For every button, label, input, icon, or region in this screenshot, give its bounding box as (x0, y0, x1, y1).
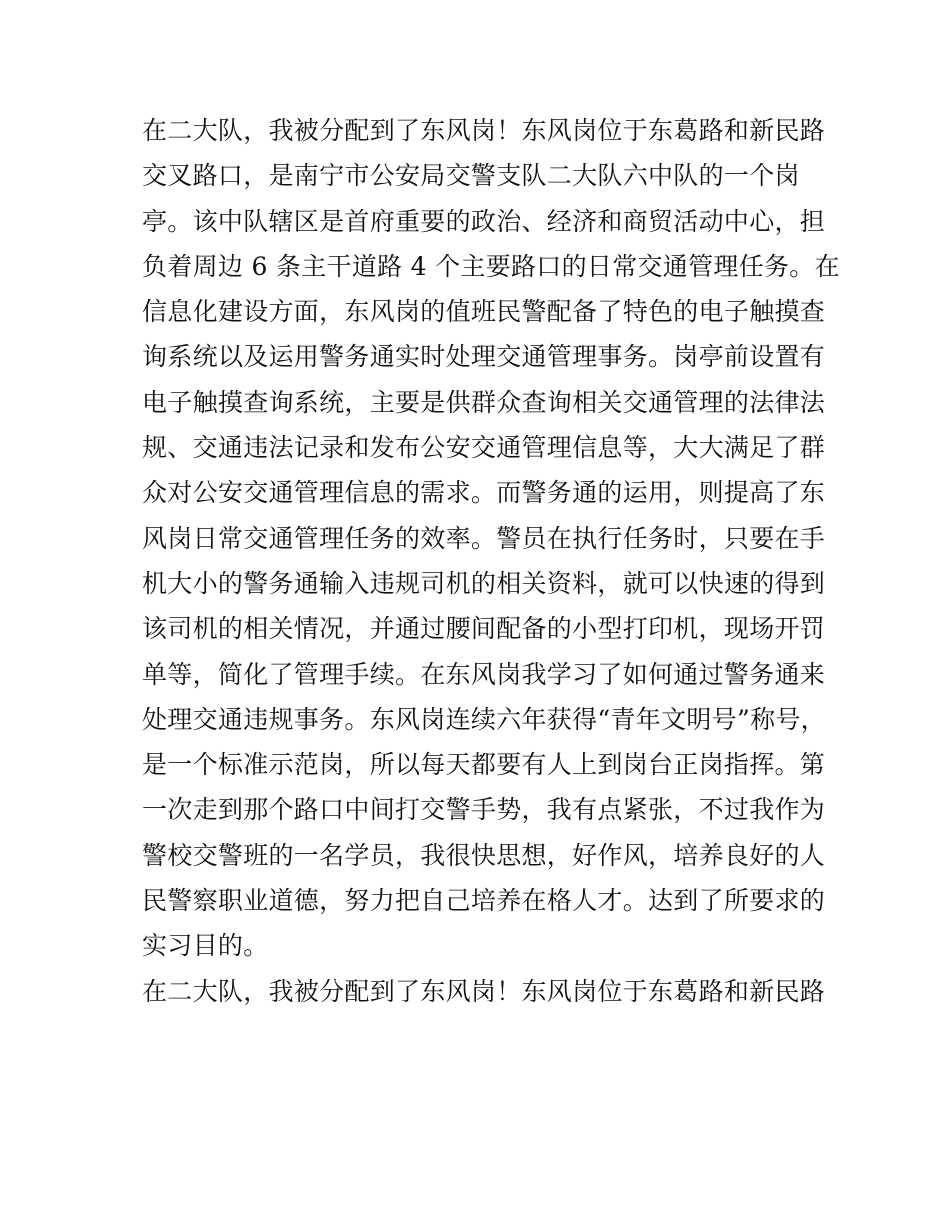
text-line: 一次走到那个路口中间打交警手势，我有点紧张，不过我作为 (142, 795, 826, 825)
text-line: 信息化建设方面，东风岗的值班民警配备了特色的电子触摸查 (142, 297, 826, 327)
text-line: 处理交通违规事务。东风岗连续六年获得“青年文明号”称号， (142, 704, 826, 734)
text-line: 警校交警班的一名学员，我很快思想，好作风，培养良好的人 (142, 840, 826, 870)
body-text (142, 108, 840, 1014)
text-line: 实习目的。 (142, 931, 269, 961)
text-line: 民警察职业道德，努力把自己培养在格人才。达到了所要求的 (142, 886, 826, 916)
text-line: 在二大队，我被分配到了东风岗！东风岗位于东葛路和新民路 (142, 976, 826, 1006)
text-line: 规、交通违法记录和发布公安交通管理信息等，大大满足了群 (142, 433, 826, 463)
text-line: 询系统以及运用警务通实时处理交通管理事务。岗亭前设置有 (142, 342, 826, 372)
text-line: 电子触摸查询系统，主要是供群众查询相关交通管理的法律法 (142, 387, 826, 417)
text-line: 在二大队，我被分配到了东风岗！东风岗位于东葛路和新民路 (142, 116, 826, 145)
text-line: 机大小的警务通输入违规司机的相关资料，就可以快速的得到 (142, 568, 826, 598)
text-line: 是一个标准示范岗，所以每天都要有人上到岗台正岗指挥。第 (142, 750, 826, 780)
text-line: 单等，简化了管理手续。在东风岗我学习了如何通过警务通来 (142, 659, 826, 689)
text-line: 风岗日常交通管理任务的效率。警员在执行任务时，只要在手 (142, 523, 826, 553)
text-line: 亭。该中队辖区是首府重要的政治、经济和商贸活动中心，担 (142, 206, 826, 236)
text-line: 该司机的相关情况，并通过腰间配备的小型打印机，现场开罚 (142, 614, 826, 644)
text-line: 众对公安交通管理信息的需求。而警务通的运用，则提高了东 (142, 478, 826, 508)
text-line: 交叉路口，是南宁市公安局交警支队二大队六中队的一个岗 (142, 161, 800, 191)
text-line: 负着周边 6 条主干道路 4 个主要路口的日常交通管理任务。在 (142, 251, 840, 281)
